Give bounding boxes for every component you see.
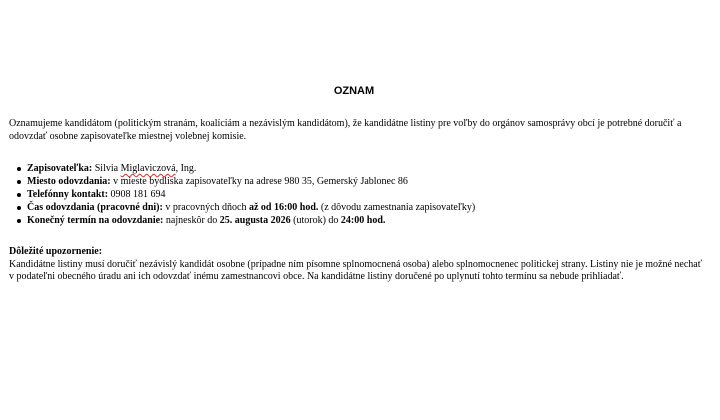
deadline-hour: 24:00 hod. [340, 215, 386, 226]
recorder-surname: Miglaviczová [120, 163, 176, 174]
place-value: v mieste bydliska zapisovateľky na adrese 980 35, Gemerský Jablonec 86 [113, 176, 408, 187]
notice-title: Dôležité upozornenie: [9, 246, 103, 257]
time-value-bold: až od 16:00 hod. [248, 202, 319, 213]
list-item-place [14, 175, 704, 188]
deadline-label: Konečný termín na odovzdanie: [27, 215, 164, 226]
deadline-value-mid: (utorok) do [293, 215, 339, 226]
important-notice [9, 246, 709, 284]
document-title: OZNAM [333, 85, 375, 97]
recorder-first-name: Silvia [94, 163, 119, 174]
time-value-start: v pracovných dňoch [165, 202, 247, 213]
list-item-recorder [14, 162, 704, 175]
place-label: Miesto odovzdania: [27, 176, 111, 187]
deadline-date: 25. augusta 2026 [219, 215, 291, 226]
phone-label: Telefónny kontakt: [27, 189, 109, 200]
recorder-label: Zapisovateľka: [27, 163, 93, 174]
phone-value: 0908 181 694 [110, 189, 166, 200]
recorder-suffix: , Ing. [175, 163, 197, 174]
intro-paragraph: Oznamujeme kandidátom (politickým stranám, koalíciám a nezávislým kandidátom), že kandidátne listiny pre voľby do orgánov samosprávy obcí je potrebné doručiť a odovzdať osobne zapisovateľke miestnej volebnej komisie. [9, 118, 682, 142]
deadline-value-start: najneskôr do [165, 215, 218, 226]
time-label: Čas odovzdania (pracovné dni): [27, 202, 163, 213]
time-value-end: (z dôvodu zamestnania zapisovateľky) [320, 202, 476, 213]
list-item-deadline [14, 214, 704, 227]
list-item-time [14, 201, 704, 214]
details-list [14, 162, 704, 227]
notice-text: Kandidátne listiny musí doručiť nezávislý kandidát osobne (prípadne ním písomne splnomocnená osoba) alebo splnomocnenec politickej strany. Listiny nie je možné nechať v podateľni obecného úradu ani ich odovzdať inému zamestnancovi obce. Na kandidátne listiny doručené po uplynutí tohto termínu sa nebude prihliadať. [9, 258, 703, 282]
list-item-phone [14, 188, 704, 201]
